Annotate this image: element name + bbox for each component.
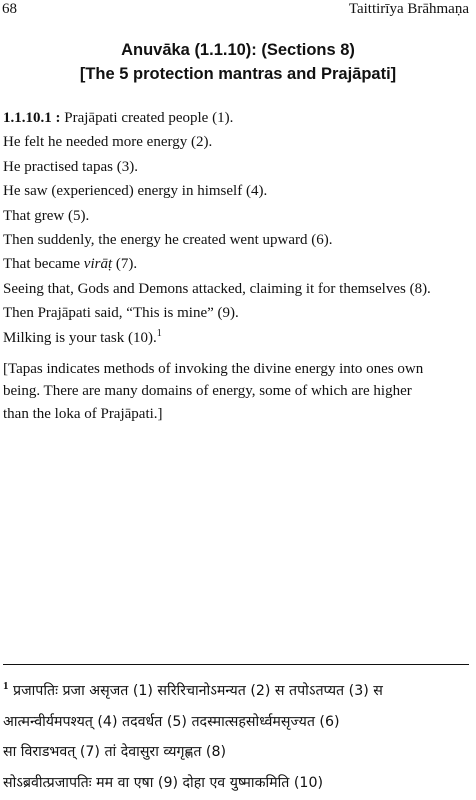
commentary-line: [Tapas indicates methods of invoking the divine energy into ones own [3, 360, 424, 377]
footnote-line: आत्मन्वीर्यमपश्यत् (4) तदवर्धत (5) तदस्मात्सहसोर्ध्वमसृज्यत (6) [3, 713, 340, 730]
section-heading [0, 38, 476, 86]
verse-line-2: He felt he needed more energy (2). [3, 134, 213, 151]
verse-line-5: That grew (5). [3, 207, 90, 224]
running-header [0, 0, 476, 22]
footnote-reference[interactable]: 1 [156, 327, 162, 339]
verse-line-8: Seeing that, Gods and Demons attacked, claiming it for themselves (8). [3, 280, 431, 297]
verse-line-10 [3, 326, 471, 350]
verse-text: That became [3, 256, 84, 273]
verse-number: 1.1.10.1 : [3, 110, 61, 126]
verse-text: Milking is your task (10). [3, 329, 157, 346]
book-title: Taittirīya Brāhmaṇa [348, 1, 469, 17]
verse-line-9: Then Prajāpati said, “This is mine” (9). [3, 305, 239, 322]
page-number: 68 [2, 1, 17, 17]
footnote-text: प्रजापतिः प्रजा असृजत (1) सरिरिचानोऽमन्यत (2) स तपोऽतप्यत (3) स [8, 683, 383, 699]
verse-text: Prajāpati created people (1). [60, 110, 234, 126]
verse-line-6: Then suddenly, the energy he created went upward (6). [3, 231, 333, 248]
verse-line-3: He practised tapas (3). [3, 158, 138, 175]
section-heading-subtitle: [The 5 protection mantras and Prajāpati] [79, 65, 397, 83]
verse-term-virat: virāṭ [83, 256, 113, 273]
section-heading-title: Anuvāka (1.1.10): (Sections 8) [121, 41, 355, 59]
verse-line-7 [3, 252, 471, 276]
commentary-note [3, 358, 471, 426]
footnote-sanskrit [3, 676, 473, 798]
verse-line-4: He saw (experienced) energy in himself (4). [3, 183, 268, 200]
verse-line-1 [3, 106, 471, 130]
footnote-line: सोऽब्रवीत्प्रजापतिः मम वा एषा (9) दोहा एव युष्माकमिति (10) [3, 774, 324, 791]
footnote-marker: 1 [3, 680, 9, 692]
footnote-line [3, 676, 473, 707]
footnote-line: सा विराडभवत् (7) तां देवासुरा व्यगृह्णत (8) [3, 744, 227, 760]
verse-text: (7). [112, 256, 138, 273]
commentary-line: than the loka of Prajāpati.] [3, 405, 163, 422]
translation-body [3, 106, 471, 425]
commentary-line: being. There are many domains of energy, some of which are higher [3, 383, 412, 400]
footnote-divider [3, 664, 469, 665]
